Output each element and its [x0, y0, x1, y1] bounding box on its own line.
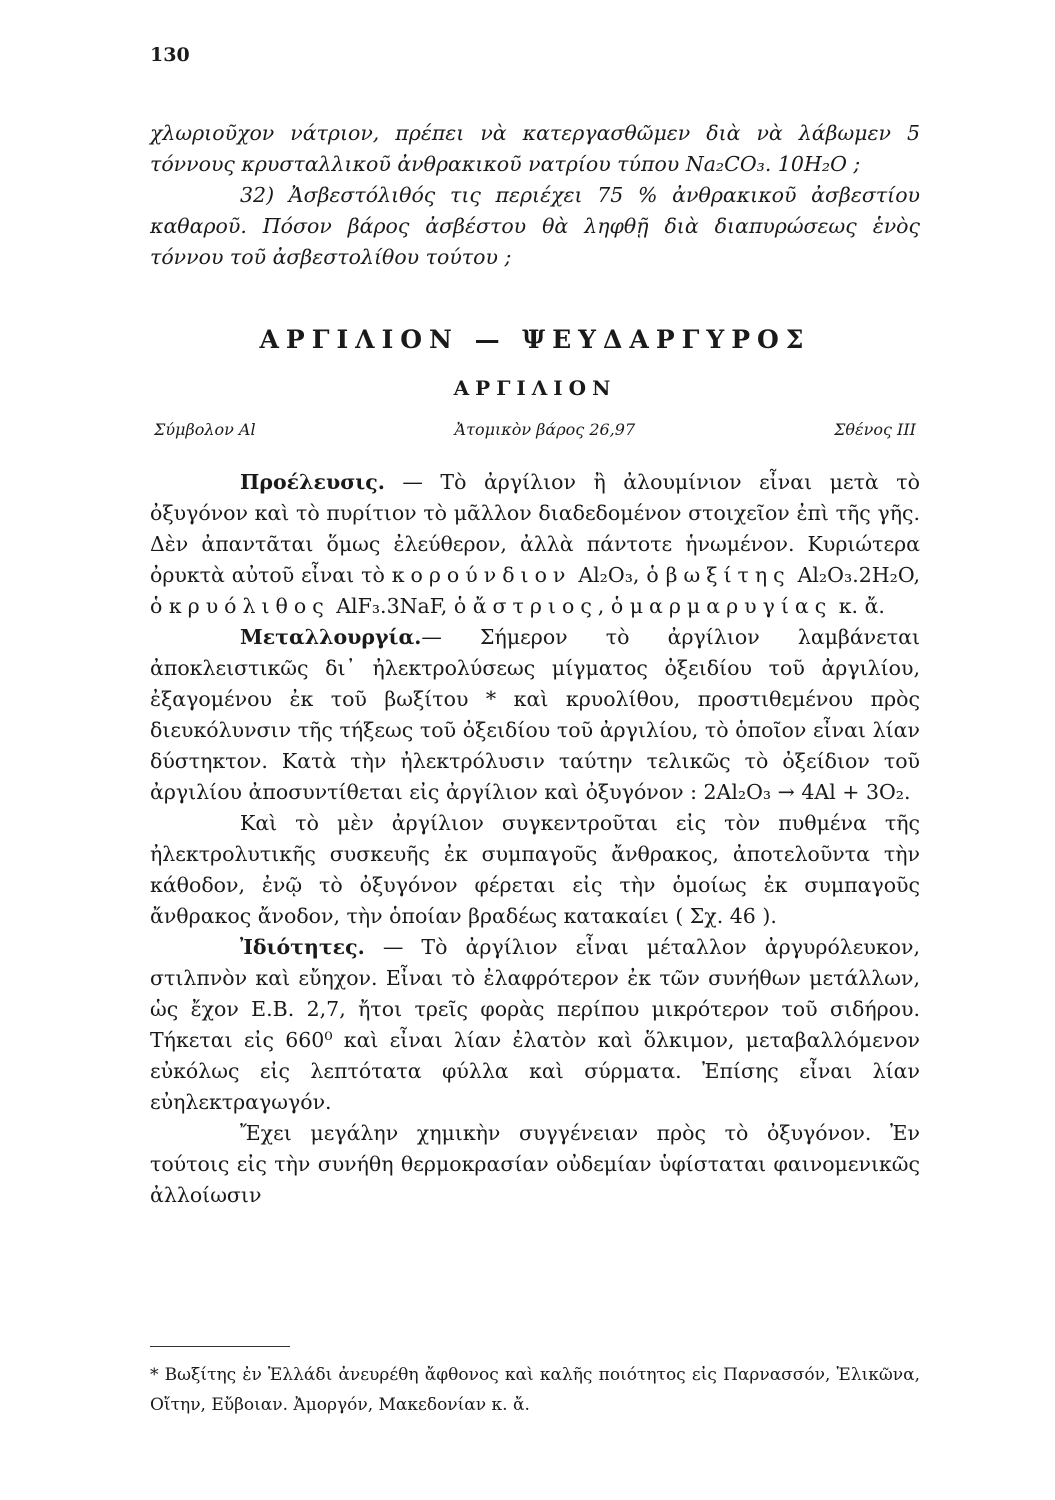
intro-problem-31-end: χλωριοῦχον νάτριον, πρέπει νὰ κατεργασθῶμεν διὰ νὰ λάβωμεν 5 τόννους κρυσταλλικοῦ ἀνθρακικοῦ νατρίου τύπου Na₂CO₃. 10H₂O ;	[150, 121, 920, 176]
element-meta-row	[150, 420, 920, 439]
page-content	[150, 118, 920, 1211]
mineral-corundum: κορούνδιον	[391, 563, 572, 587]
paragraph-origin: Προέλευσις. — Τὸ ἀργίλιον ἢ ἀλουμίνιον εἶναι μετὰ τὸ ὀξυγόνον καὶ τὸ πυρίτιον τὸ μᾶλλον διαδεδομένον στοιχεῖον ἐπὶ τῆς γῆς. Δὲν ἀπαντᾶται ὅμως ἐλεύθερον, ἀλλὰ πάντοτε ἡνωμένον. Κυριώτερα ὀρυκτὰ αὐτοῦ εἶναι τὸ κορούνδιον Al₂O₃, ὁ βωξίτης Al₂O₃.2H₂O, ὁ κρυόλιθος AlF₃.3NaF, ὁ ἄστριος, ὁ μαρμαρυγίας κ. ἄ.	[150, 470, 920, 618]
paragraph-metallurgy: Μεταλλουργία.— Σήμερον τὸ ἀργίλιον λαμβάνεται ἀποκλειστικῶς δι᾽ ἠλεκτρολύσεως μίγματος ὀξειδίου τοῦ ἀργιλίου, ἐξαγομένου ἐκ τοῦ βωξίτου * καὶ κρυολίθου, προστιθεμένου πρὸς διευκόλυνσιν τῆς τήξεως τοῦ ὀξειδίου τοῦ ἀργιλίου, τὸ ὁποῖον εἶναι λίαν δύστηκτον. Κατὰ τὴν ἠλεκτρόλυσιν ταύτην τελικῶς τὸ ὀξείδιον τοῦ ἀργιλίου ἀποσυντίθεται εἰς ἀργίλιον καὶ ὀξυγόνον : 2Al₂O₃ → 4Al + 3O₂.	[150, 625, 920, 804]
mineral-bauxite: βωξίτης	[665, 563, 791, 587]
element-atomic-weight: Ἀτομικὸν βάρος 26,97	[454, 420, 636, 439]
paragraph-affinity: Ἔχει μεγάλην χημικὴν συγγένειαν πρὸς τὸ ὀξυγόνον. Ἐν τούτοις εἰς τὴν συνήθη θερμοκρασίαν οὐδεμίαν ὑφίσταται φαινομενικῶς ἀλλοίωσιν	[150, 1121, 920, 1207]
mineral-asterios: ἄστριος	[472, 594, 598, 618]
element-symbol: Σύμβολον Al	[154, 420, 256, 439]
heading-origin: Προέλευσις.	[240, 470, 385, 494]
heading-metallurgy: Μεταλλουργία.	[240, 625, 422, 649]
heading-properties: Ἰδιότητες.	[240, 935, 365, 959]
mineral-cryolite: κρυόλιθος	[168, 594, 330, 618]
chapter-title: ΑΡΓΙΛΙΟΝ — ΨΕΥΔΑΡΓΥΡΟΣ	[259, 325, 811, 354]
footnote: * Βωξίτης ἐν Ἑλλάδι ἀνευρέθη ἄφθονος καὶ καλῆς ποιότητος εἰς Παρνασσόν, Ἑλικῶνα, Οἴτην, Εὔβοιαν. Ἀμοργόν, Μακεδονίαν κ. ἄ.	[150, 1365, 920, 1415]
mineral-mica: μαρμαρυγίας	[629, 594, 833, 618]
element-valence: Σθένος III	[834, 420, 916, 439]
section-title: ΑΡΓΙΛΙΟΝ	[453, 376, 617, 400]
intro-problem-32: 32) Ἀσβεστόλιθός τις περιέχει 75 % ἀνθρακικοῦ ἀσβεστίου καθαροῦ. Πόσον βάρος ἀσβέστου θὰ ληφθῇ διὰ διαπυρώσεως ἑνὸς τόννου τοῦ ἀσβεστολίθου τούτου ;	[150, 183, 920, 269]
footnote-divider	[150, 1346, 290, 1347]
paragraph-electrolysis: Καὶ τὸ μὲν ἀργίλιον συγκεντροῦται εἰς τὸν πυθμένα τῆς ἠλεκτρολυτικῆς συσκευῆς ἐκ συμπαγοῦς ἄνθρακος, ἀποτελοῦντα τὴν κάθοδον, ἐνῷ τὸ ὀξυγόνον φέρεται εἰς τὴν ὁμοίως ἐκ συμπαγοῦς ἄνθρακος ἄνοδον, τὴν ὁποίαν βραδέως κατακαίει ( Σχ. 46 ).	[150, 811, 920, 928]
page-number: 130	[150, 44, 190, 66]
paragraph-properties: Ἰδιότητες. — Τὸ ἀργίλιον εἶναι μέταλλον ἀργυρόλευκον, στιλπνὸν καὶ εὔηχον. Εἶναι τὸ ἐλαφρότερον ἐκ τῶν συνήθων μετάλλων, ὡς ἔχον Ε.Β. 2,7, ἤτοι τρεῖς φορὰς περίπου μικρότερον τοῦ σιδήρου. Τήκεται εἰς 660⁰ καὶ εἶναι λίαν ἐλατὸν καὶ ὅλκιμον, μεταβαλλόμενον εὐκόλως εἰς λεπτότατα φύλλα καὶ σύρματα. Ἐπίσης εἶναι λίαν εὐηλεκτραγωγόν.	[150, 935, 920, 1114]
